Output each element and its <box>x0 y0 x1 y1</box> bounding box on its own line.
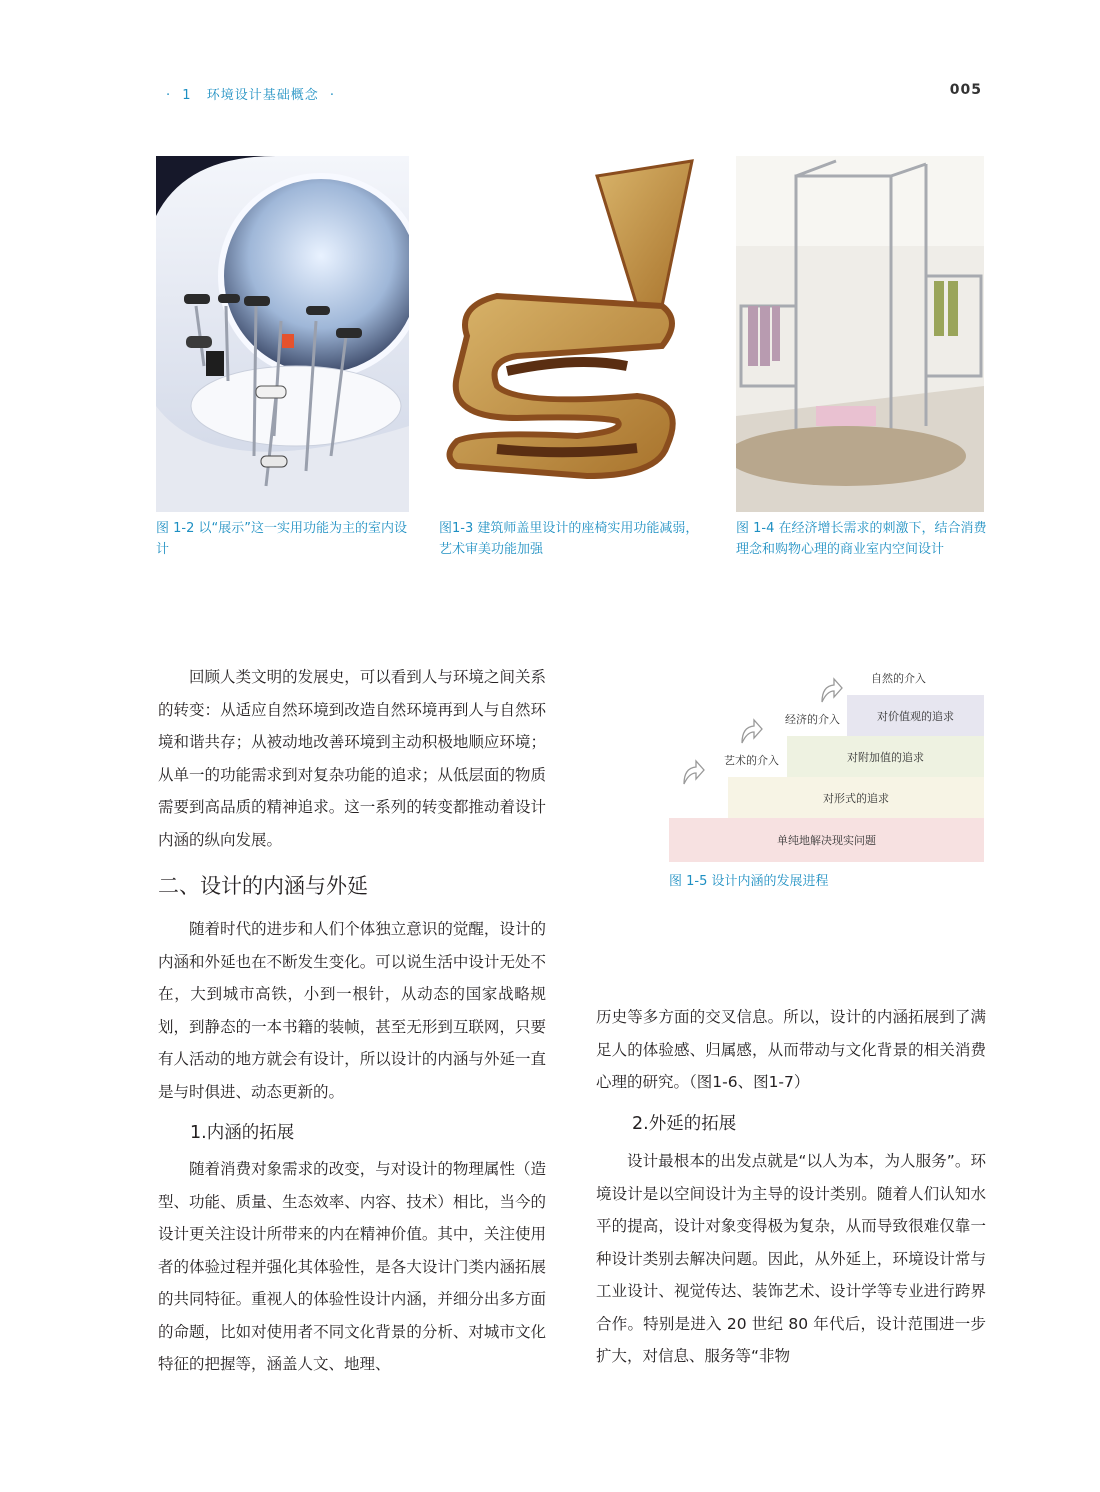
running-header <box>160 84 341 103</box>
figure-store-interior-photo <box>736 156 984 512</box>
figure-caption: 图 1-4 在经济增长需求的刺激下，结合消费理念和购物心理的商业室内空间设计 <box>736 521 987 557</box>
header-dot: · <box>329 88 335 103</box>
diagram-level: 对形式的追求 <box>728 777 984 818</box>
page-number: 005 <box>949 82 982 98</box>
diagram-arrow-icon <box>818 676 844 704</box>
paragraph: 回顾人类文明的发展史，可以看到人与环境之间关系的转变：从适应自然环境到改造自然环境再到人与自然环境和谐共存；从被动地改善环境到主动积极地顺应环境；从单一的功能需求到对复杂功能的追求；从低层面的物质需要到高品质的精神追求。这一系列的转变都推动着设计内涵的纵向发展。 <box>158 668 546 849</box>
figure-shoe-display-photo <box>156 156 409 512</box>
paragraph: 随着消费对象需求的改变，与对设计的物理属性（造型、功能、质量、生态效率、内容、技术）相比，当今的设计更关注设计所带来的内在精神价值。其中，关注使用者的体验过程并强化其体验性，是各大设计门类内涵拓展的共同特征。重视人的体验性设计内涵，并细分出多方面的命题，比如对使用者不同文化背景的分析、对城市文化特征的把握等，涵盖人文、地理、 <box>158 1160 546 1373</box>
diagram-arrow-icon <box>738 717 764 745</box>
figure-caption: 图1-3 建筑师盖里设计的座椅实用功能减弱，艺术审美功能加强 <box>439 521 699 557</box>
diagram-intervention-label: 经济的介入 <box>785 713 840 726</box>
subsection-heading: 2.外延的拓展 <box>632 1114 737 1134</box>
diagram-level: 对附加值的追求 <box>787 736 984 777</box>
figure-caption: 图 1-2 以“展示”这一实用功能为主的室内设计 <box>156 521 407 557</box>
paragraph: 随着时代的进步和人们个体独立意识的觉醒，设计的内涵和外延也在不断发生变化。可以说生活中设计无处不在，大到城市高铁，小到一根针，从动态的国家战略规划，到静态的一本书籍的装帧，甚至无形到互联网，只要有人活动的地方就会有设计，所以设计的内涵与外延一直是与时俱进、动态更新的。 <box>158 920 546 1101</box>
chapter-number: 1 <box>182 88 192 103</box>
diagram-level: 对价值观的追求 <box>847 695 984 736</box>
paragraph: 设计最根本的出发点就是“以人为本，为人服务”。环境设计是以空间设计为主导的设计类别。随着人们认知水平的提高，设计对象变得极为复杂，从而导致很难仅靠一种设计类别去解决问题。因此，从外延上，环境设计常与工业设计、视觉传达、装饰艺术、设计学等专业进行跨界合作。特别是进入 20 世纪 80 年代后，设计范围进一步扩大，对信息、服务等“非物 <box>596 1152 986 1365</box>
chapter-title: 环境设计基础概念 <box>206 88 319 103</box>
diagram-level: 单纯地解决现实问题 <box>669 818 984 862</box>
figure-wiggle-chair-photo <box>437 156 705 512</box>
header-dot: · <box>166 88 172 103</box>
diagram-intervention-label: 艺术的介入 <box>724 754 779 767</box>
paragraph: 历史等多方面的交叉信息。所以，设计的内涵拓展到了满足人的体验感、归属感，从而带动与文化背景的相关消费心理的研究。（图1-6、图1-7） <box>596 1008 986 1091</box>
section-heading: 二、设计的内涵与外延 <box>158 874 368 898</box>
subsection-heading: 1.内涵的拓展 <box>190 1123 295 1143</box>
diagram-intervention-label: 自然的介入 <box>871 672 926 685</box>
figure-caption: 图 1-5 设计内涵的发展进程 <box>669 874 829 889</box>
diagram-arrow-icon <box>680 758 706 786</box>
